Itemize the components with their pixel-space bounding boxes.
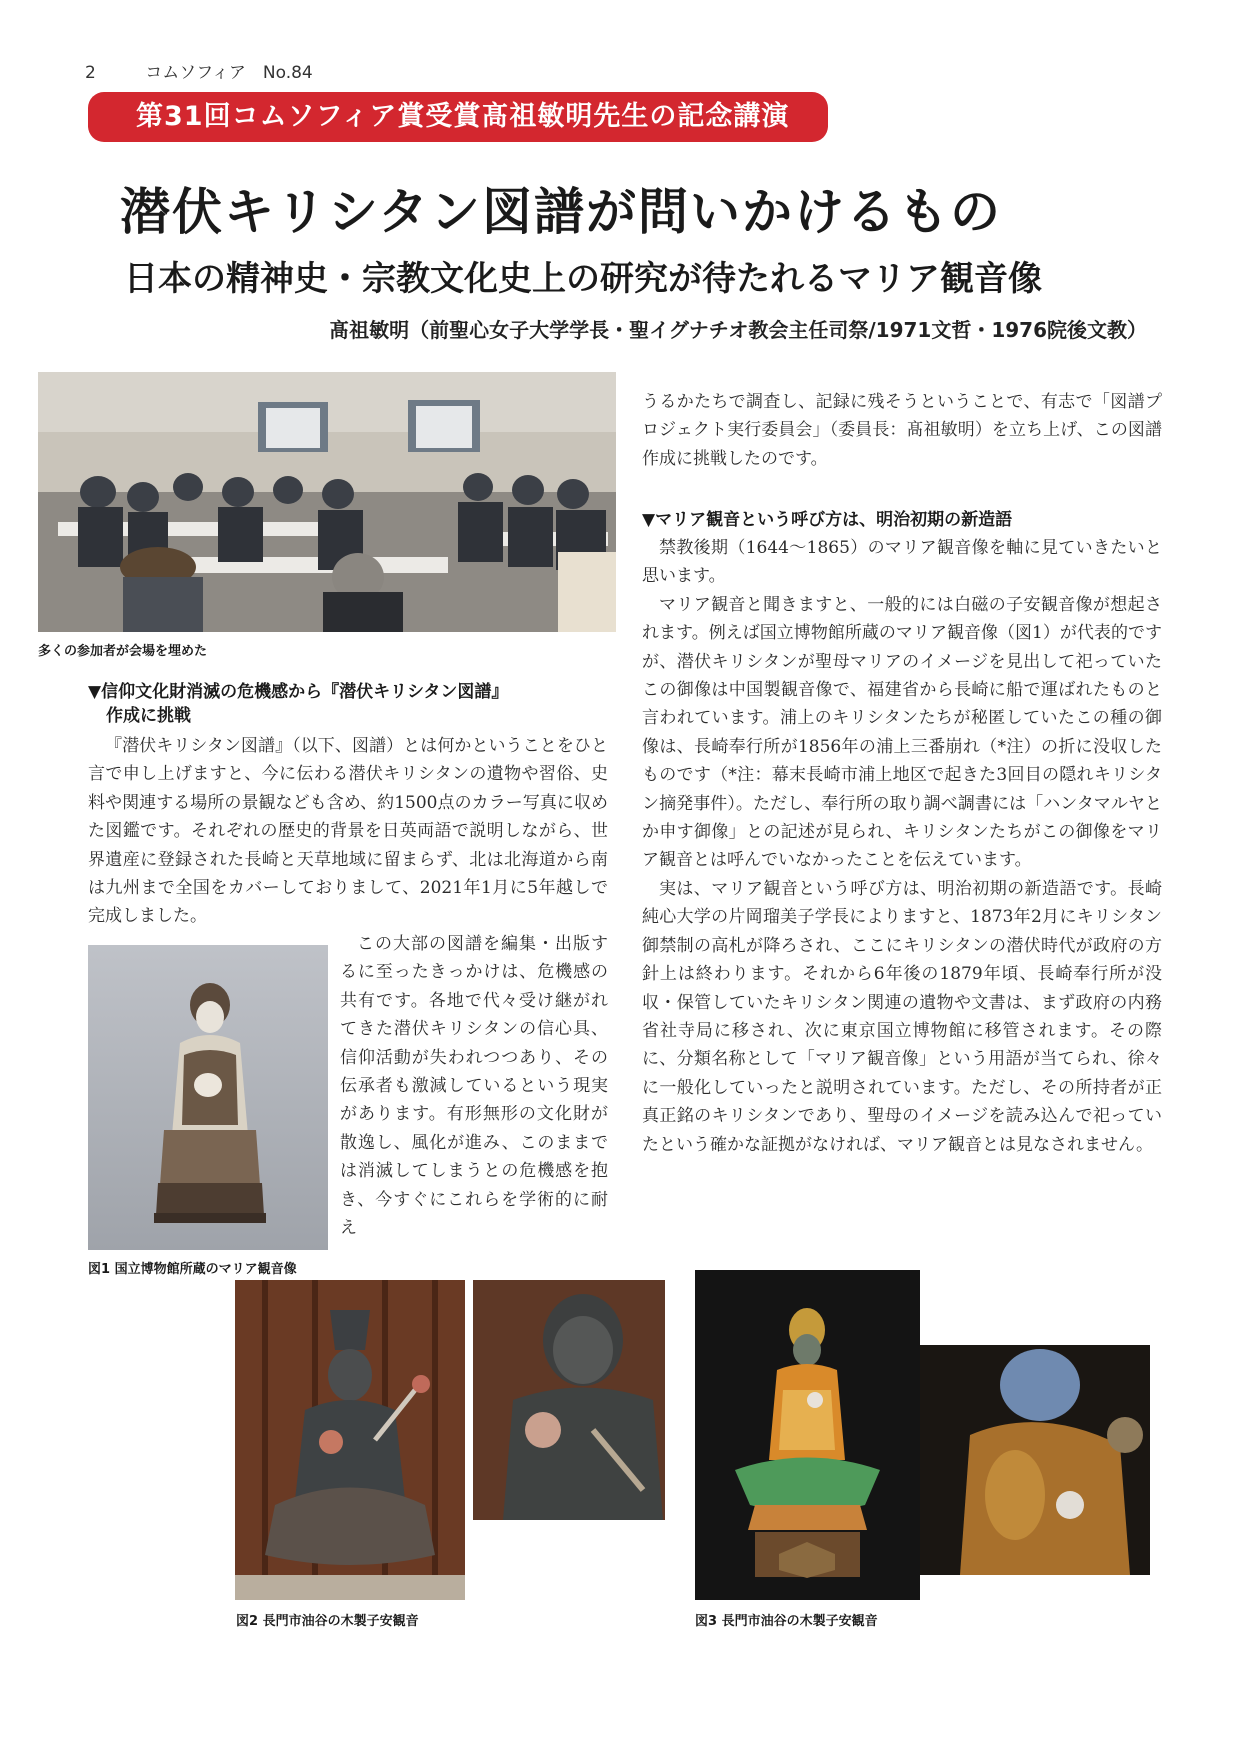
right-body xyxy=(642,534,1162,1159)
figure-1-caption: 図1 国立博物館所蔵のマリア観音像 xyxy=(88,1262,297,1277)
right-paragraph-1: 禁教後期（1644〜1865）のマリア観音像を軸に見ていきたいと思います。 xyxy=(642,538,1162,587)
figure-3-photo-b xyxy=(920,1345,1150,1575)
lecture-hall-photo xyxy=(38,372,616,632)
right-paragraph-2: マリア観音と聞きますと、一般的には白磁の子安観音像が想起されます。例えば国立博物館所蔵のマリア観音像（図1）が代表的ですが、潜伏キリシタンが聖母マリアのイメージを見出して祀っていたこの御像は中国製観音像で、福建省から長崎に船で運ばれたものと言われています。浦上のキリシタンたちが秘匿していたこの種の御像は、長崎奉行所が1856年の浦上三番崩れ（*注）の折に没収したものです（*注：幕末長崎市浦上地区で起きた3回目の隠れキリシタン摘発事件）。ただし、奉行所の取り調べ調書には「ハンタマルヤとか申す御像」との記述が見られ、キリシタンたちがこの御像をマリア観音とは呼んでいなかったことを伝えています。 xyxy=(642,594,1162,871)
figure-2-photo-a xyxy=(235,1280,465,1600)
article-title: 潜伏キリシタン図譜が問いかけるもの xyxy=(120,182,1002,241)
right-paragraph-0: うるかたちで調査し、記録に残そうということで、有志で「図譜プロジェクト実行委員会」（委員長：髙祖敏明）を立ち上げ、この図譜作成に挑戦したのです。 xyxy=(642,392,1162,469)
left-paragraph-2: この大部の図譜を編集・出版するに至ったきっかけは、危機感の共有です。各地で代々受け継がれてきた潜伏キリシタンの信心具、信仰活動が失われつつあり、その伝承者も激減しているという現実があります。有形無形の文化財が散逸し、風化が進み、このままでは消滅してしまうとの危機感を抱き、今すぐにこれらを学術的に耐え xyxy=(340,934,608,1239)
figure-3-caption: 図3 長門市油谷の木製子安観音 xyxy=(695,1614,878,1629)
publication-name: コムソフィア No.84 xyxy=(145,63,313,83)
author-byline: 髙祖敏明（前聖心女子大学学長・聖イグナチオ教会主任司祭/1971文哲・1976院後文教） xyxy=(329,318,1147,342)
event-banner: 第31回コムソフィア賞受賞髙祖敏明先生の記念講演 xyxy=(88,92,828,142)
right-section-heading: ▼マリア観音という呼び方は、明治初期の新造語 xyxy=(642,510,1013,530)
page-header xyxy=(85,58,313,83)
left-heading-line2: 作成に挑戦 xyxy=(106,706,191,726)
figure-2-photo-b xyxy=(473,1280,665,1520)
left-paragraph-1: 『潜伏キリシタン図譜』（以下、図譜）とは何かということをひと言で申し上げますと、今に伝わる潜伏キリシタンの遺物や習俗、史料や関連する場所の景観なども含め、約1500点のカラー写真に収めた図鑑です。それぞれの歴史的背景を日英両語で説明しながら、世界遺産に登録された長崎と天草地域に留まらず、北は北海道から南は九州まで全国をカバーしておりまして、2021年1月に5年越しで完成しました。 xyxy=(88,736,608,927)
figure-3-photo-a xyxy=(695,1270,920,1600)
page-number: 2 xyxy=(85,63,96,83)
hall-photo-caption: 多くの参加者が会場を埋めた xyxy=(38,644,208,659)
right-paragraph-3: 実は、マリア観音という呼び方は、明治初期の新造語です。長崎純心大学の片岡瑠美子学長によりますと、1873年2月にキリシタン御禁制の高札が降ろされ、ここにキリシタンの潜伏時代が政府の方針上は終わります。それから6年後の1879年頃、長崎奉行所が没収・保管していたキリシタン関連の遺物や文書は、まず政府の内務省社寺局に移され、次に東京国立博物館に移管されます。その際に、分類名称として「マリア観音像」という用語が当てられ、徐々に一般化していったと説明されています。ただし、その所持者が正真正銘のキリシタンであり、聖母のイメージを読み込んで祀っていたという確かな証拠がなければ、マリア観音とは見なされません。 xyxy=(642,878,1162,1155)
figure-1-photo xyxy=(88,945,328,1250)
figure-2-caption: 図2 長門市油谷の木製子安観音 xyxy=(236,1614,419,1629)
left-section-heading xyxy=(88,680,608,728)
article-subtitle: 日本の精神史・宗教文化史上の研究が待たれるマリア観音像 xyxy=(124,259,1042,299)
left-heading-line1: ▼信仰文化財消滅の危機感から『潜伏キリシタン図譜』 xyxy=(88,682,509,702)
